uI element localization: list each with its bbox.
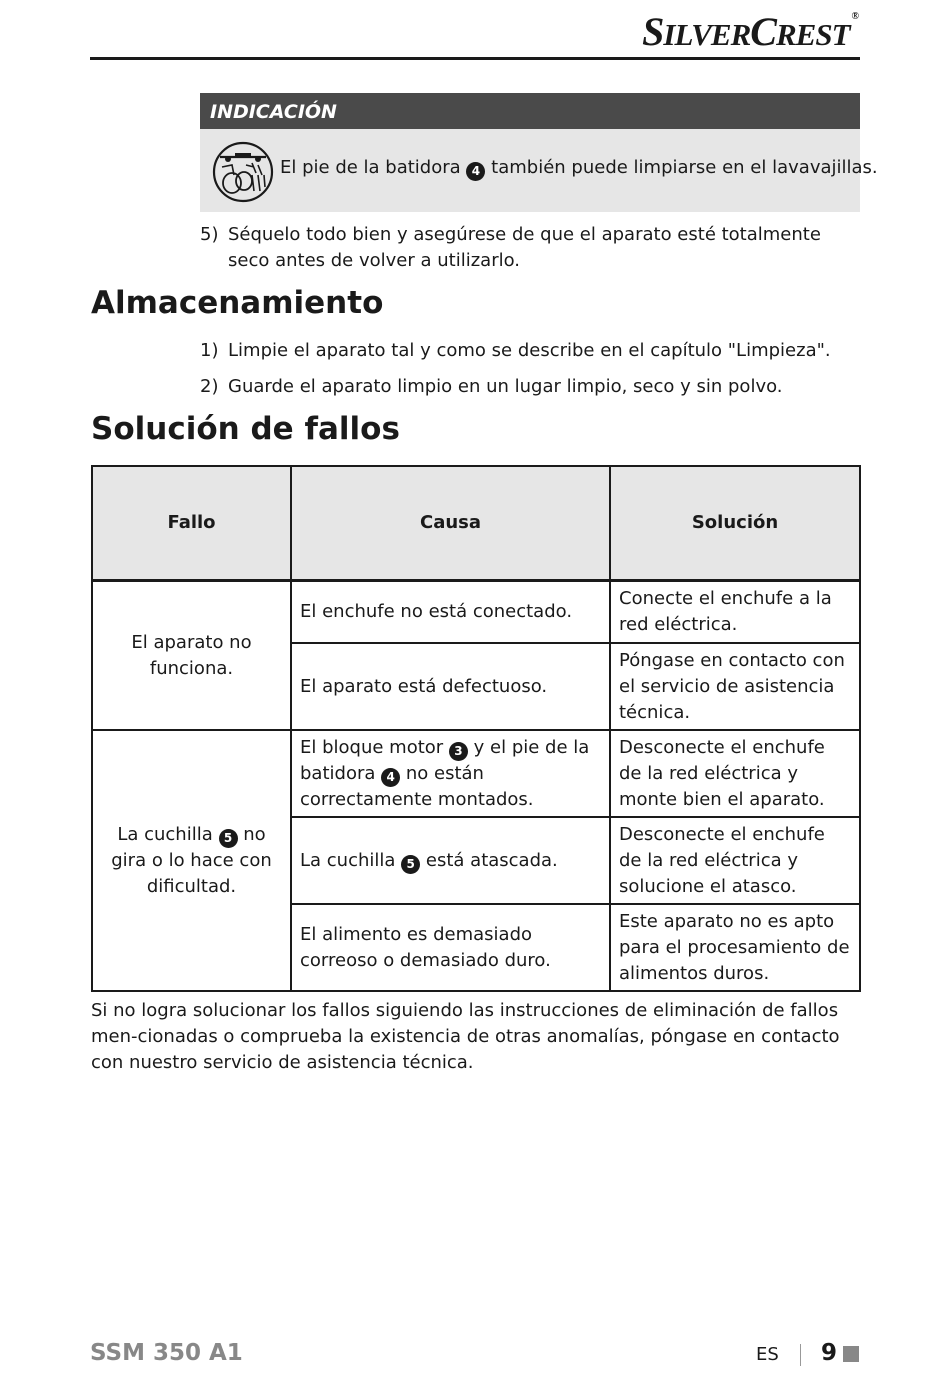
note-box bbox=[200, 93, 878, 212]
dishwasher-icon bbox=[212, 141, 274, 203]
brand-logo: SILVERCREST® bbox=[642, 9, 858, 54]
section-title-storage: Almacenamiento bbox=[91, 285, 384, 321]
note-heading: INDICACIÓN bbox=[200, 93, 860, 129]
footer-divider bbox=[800, 1344, 801, 1366]
table-row bbox=[92, 581, 860, 644]
footer-model: SSM 350 A1 bbox=[90, 1340, 243, 1366]
support-paragraph: Si no logra solucionar los fallos siguiendo las instrucciones de eliminación de fallos men-cionadas o comprueba la existencia de otras anomalías, póngase en contacto con nuestro servicio de asistencia técnica. bbox=[91, 1000, 840, 1073]
ref-badge: 4 bbox=[466, 162, 485, 181]
ref-badge: 5 bbox=[219, 829, 238, 848]
solution-cell: Desconecte el enchufe de la red eléctrica y monte bien el aparato. bbox=[610, 730, 860, 817]
ref-badge: 3 bbox=[449, 742, 468, 761]
header-cause: Causa bbox=[291, 466, 610, 581]
footer-square-mark bbox=[843, 1346, 859, 1362]
storage-step-2: 2) Guarde el aparato limpio en un lugar limpio, seco y sin polvo. bbox=[200, 376, 783, 397]
step-text: Séquelo todo bien y asegúrese de que el aparato esté totalmente seco antes de volver a utilizarlo. bbox=[228, 224, 821, 271]
header-fault: Fallo bbox=[92, 466, 291, 581]
table-header-row bbox=[92, 466, 860, 581]
solution-cell: Desconecte el enchufe de la red eléctrica y solucione el atasco. bbox=[610, 817, 860, 904]
cause-cell: El alimento es demasiado correoso o demasiado duro. bbox=[291, 904, 610, 991]
cause-cell: El bloque motor 3 y el pie de la batidora 4 no están correctamente montados. bbox=[291, 730, 610, 817]
fault-cell: La cuchilla 5 no gira o lo hace con dificultad. bbox=[92, 730, 291, 991]
cleaning-step-5 bbox=[200, 222, 860, 274]
note-text: El pie de la batidora 4 también puede limpiarse en el lavavajillas. bbox=[280, 157, 878, 181]
cause-cell: La cuchilla 5 está atascada. bbox=[291, 817, 610, 904]
solution-cell: Conecte el enchufe a la red eléctrica. bbox=[610, 581, 860, 644]
solution-cell: Póngase en contacto con el servicio de asistencia técnica. bbox=[610, 643, 860, 730]
section-title-troubleshooting: Solución de fallos bbox=[91, 411, 400, 447]
storage-step-1: 1) Limpie el aparato tal y como se describe en el capítulo "Limpieza". bbox=[200, 340, 831, 361]
header-rule bbox=[90, 57, 860, 60]
footer-language: ES bbox=[756, 1344, 779, 1365]
cause-cell: El aparato está defectuoso. bbox=[291, 643, 610, 730]
fault-cell: El aparato no funciona. bbox=[92, 581, 291, 731]
troubleshooting-table bbox=[91, 465, 861, 992]
cause-cell: El enchufe no está conectado. bbox=[291, 581, 610, 644]
ref-badge: 4 bbox=[381, 768, 400, 787]
header-solution: Solución bbox=[610, 466, 860, 581]
solution-cell: Este aparato no es apto para el procesamiento de alimentos duros. bbox=[610, 904, 860, 991]
table-row bbox=[92, 730, 860, 817]
ref-badge: 5 bbox=[401, 855, 420, 874]
step-number: 5) bbox=[200, 224, 219, 245]
page-number: 9 bbox=[821, 1340, 838, 1366]
